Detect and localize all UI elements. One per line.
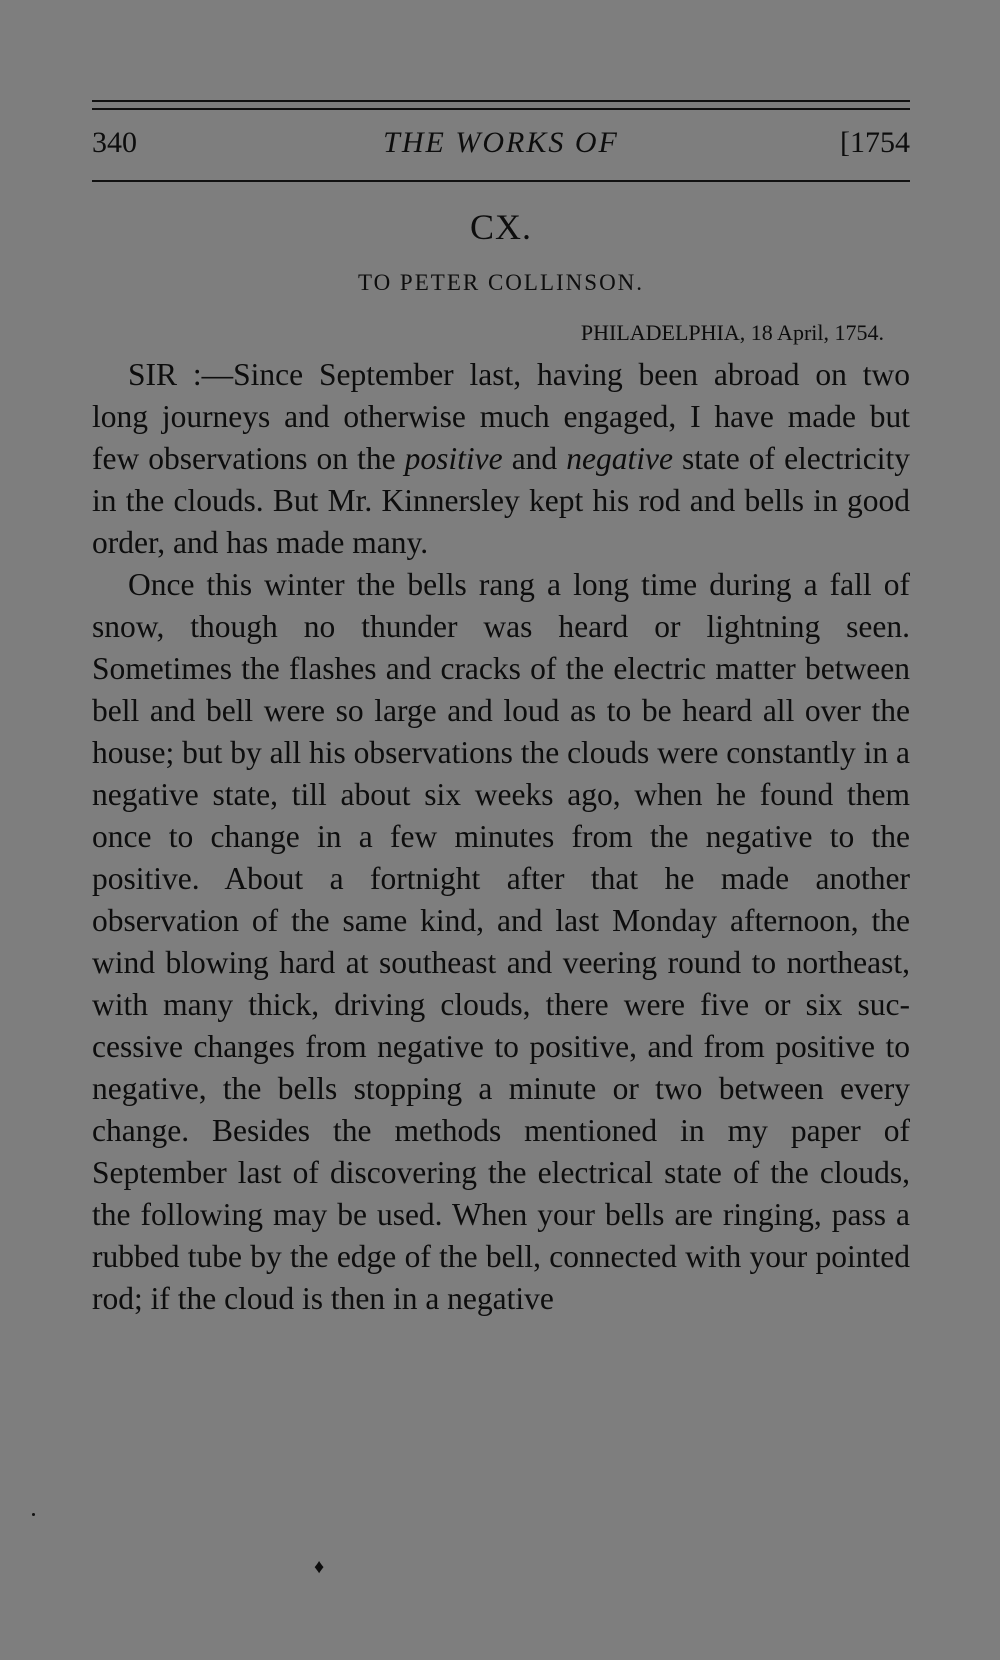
header-double-rule [92,100,910,110]
salutation: SIR [128,357,178,392]
running-header [92,124,910,188]
running-year: [1754 [840,126,910,159]
stray-ink-dot [32,1513,35,1516]
emphasis-negative: negative [566,441,673,476]
emphasis-positive: positive [404,441,503,476]
running-title: THE WORKS OF [383,126,619,159]
letter-number: CX. [469,207,532,247]
letter-dateline: PHILADELPHIA, 18 April, 1754. [580,320,884,345]
page-number: 340 [92,126,137,159]
paragraph-1-text-c: state of electricity in the clouds. But Mr. Kinnersley kept his rod and bells in good order, and has made many. [92,441,910,560]
paragraph-1 [92,354,910,564]
letter-body [92,354,910,1320]
footer-ornament: ♦ [314,1556,325,1578]
book-page [92,100,910,1320]
paragraph-2: Once this winter the bells rang a long time during a fall of snow, though no thunder was heard or lightning seen. Sometimes the flashes and cracks of the electric matter between bell and bell were so large and loud as to be heard all over the house; but by all his observations the clouds were constantly in a negative state, till about six weeks ago, when he found them once to change in a few minutes from the negative to the positive. About a fortnight after that he made another observation of the same kind, and last Monday afternoon, the wind blowing hard at southeast and veering round to northeast, with many thick, driving clouds, there were five or six successive changes from negative to positive, and from positive to negative, the bells stopping a minute or two between every change. Besides the methods mentioned in my paper of September last of discovering the electrical state of the clouds, the following may be used. When your bells are ringing, pass a rubbed tube by the edge of the bell, connected with your pointed rod; if the cloud is then in a negative [92,567,910,1316]
letter-addressee: TO PETER COLLINSON. [357,270,645,295]
paragraph-1-text-b: and [502,441,567,476]
paragraph-1-text-a: :—Since September last, having been abroad on two long journeys and otherwise much engaged, I have made but few observations on the [92,357,910,476]
